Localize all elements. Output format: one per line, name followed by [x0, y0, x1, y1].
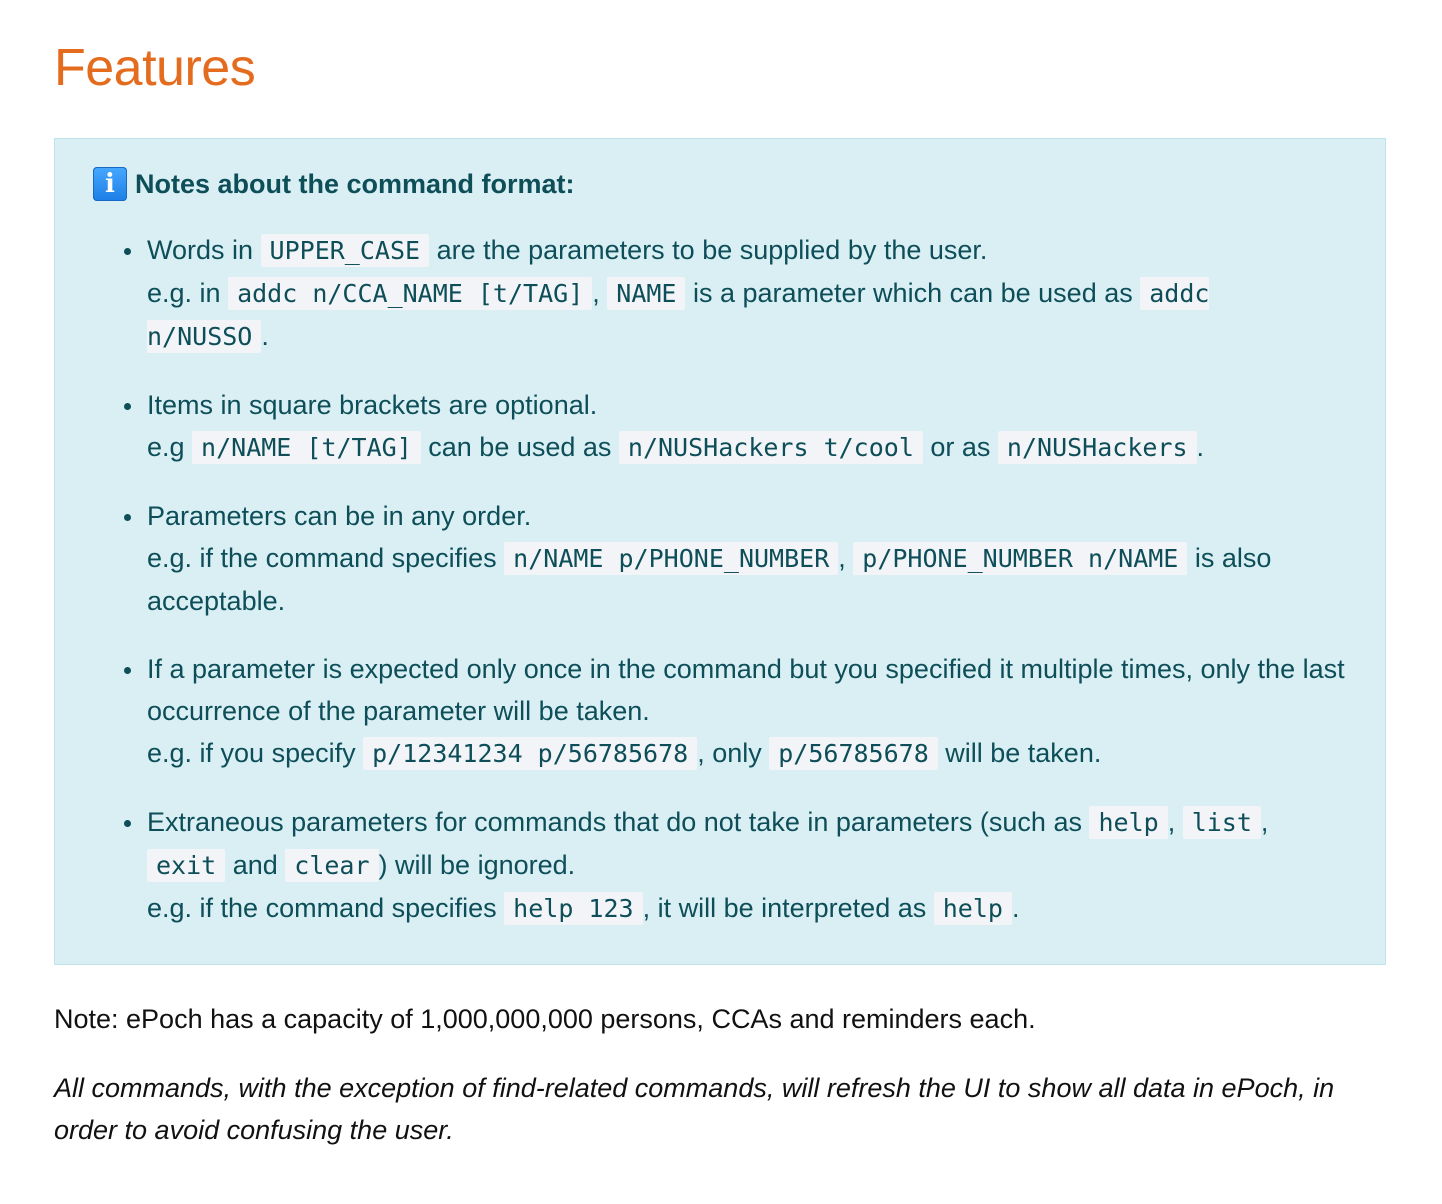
refresh-note: All commands, with the exception of find-related commands, will refresh the UI to show all data in ePoch, in order to avoid confusing the user.	[54, 1073, 1335, 1145]
code-snippet: help	[934, 892, 1012, 925]
text: e.g. if the command specifies	[147, 893, 505, 923]
text: , only	[697, 738, 770, 768]
text: are the parameters to be supplied by the user.	[429, 235, 988, 265]
text: ,	[1167, 807, 1183, 837]
page-title: Features	[54, 39, 256, 97]
code-snippet: p/56785678	[769, 737, 938, 770]
text: e.g	[147, 432, 193, 462]
code-snippet: help 123	[504, 892, 642, 925]
code-snippet: help	[1089, 806, 1167, 839]
text: .	[1196, 432, 1205, 462]
text: Parameters can be in any order.	[147, 501, 532, 531]
list-item	[145, 384, 1345, 469]
text: ,	[838, 543, 854, 573]
info-icon: i	[93, 167, 127, 201]
text: e.g. if you specify	[147, 738, 364, 768]
code-snippet: p/12341234 p/56785678	[363, 737, 697, 770]
text: .	[261, 321, 269, 351]
text: is also acceptable.	[147, 543, 1272, 616]
code-snippet: n/NAME p/PHONE_NUMBER	[504, 542, 838, 575]
code-snippet: n/NAME [t/TAG]	[192, 431, 421, 464]
code-snippet: list	[1183, 806, 1261, 839]
text: e.g. if the command specifies	[147, 543, 505, 573]
list-item	[145, 801, 1345, 930]
list-item	[145, 648, 1345, 775]
info-callout	[54, 138, 1386, 965]
text: ,	[1260, 807, 1269, 837]
code-snippet: addc n/CCA_NAME [t/TAG]	[228, 277, 592, 310]
text: If a parameter is expected only once in the command but you specified it multiple times, only the last occurrence of the parameter will be taken.	[147, 654, 1345, 726]
text: , it will be interpreted as	[642, 893, 934, 923]
code-snippet: clear	[285, 849, 378, 882]
text: .	[1011, 893, 1020, 923]
text: is a parameter which can be used as	[685, 278, 1141, 308]
text: ) will be ignored.	[378, 850, 576, 880]
callout-heading	[93, 167, 1345, 201]
capacity-note: Note: ePoch has a capacity of 1,000,000,000 persons, CCAs and reminders each.	[54, 1004, 1036, 1034]
text: Words in	[147, 235, 261, 265]
text: will be taken.	[937, 738, 1102, 768]
text: ,	[592, 278, 608, 308]
text: e.g. in	[147, 278, 229, 308]
text: Extraneous parameters for commands that do not take in parameters (such as	[147, 807, 1090, 837]
notes-list	[93, 229, 1345, 930]
text: can be used as	[420, 432, 619, 462]
code-snippet: NAME	[607, 277, 685, 310]
code-snippet: n/NUSHackers t/cool	[619, 431, 923, 464]
text: or as	[922, 432, 998, 462]
code-snippet: addc n/NUSSO	[147, 279, 1210, 351]
code-snippet: UPPER_CASE	[261, 234, 430, 267]
code-snippet: exit	[147, 849, 225, 882]
code-snippet: p/PHONE_NUMBER n/NAME	[853, 542, 1187, 575]
list-item	[145, 495, 1345, 622]
callout-heading-text: Notes about the command format:	[135, 169, 575, 199]
list-item	[145, 229, 1345, 358]
text: Items in square brackets are optional.	[147, 390, 598, 420]
text: and	[225, 850, 286, 880]
code-snippet: n/NUSHackers	[998, 431, 1197, 464]
